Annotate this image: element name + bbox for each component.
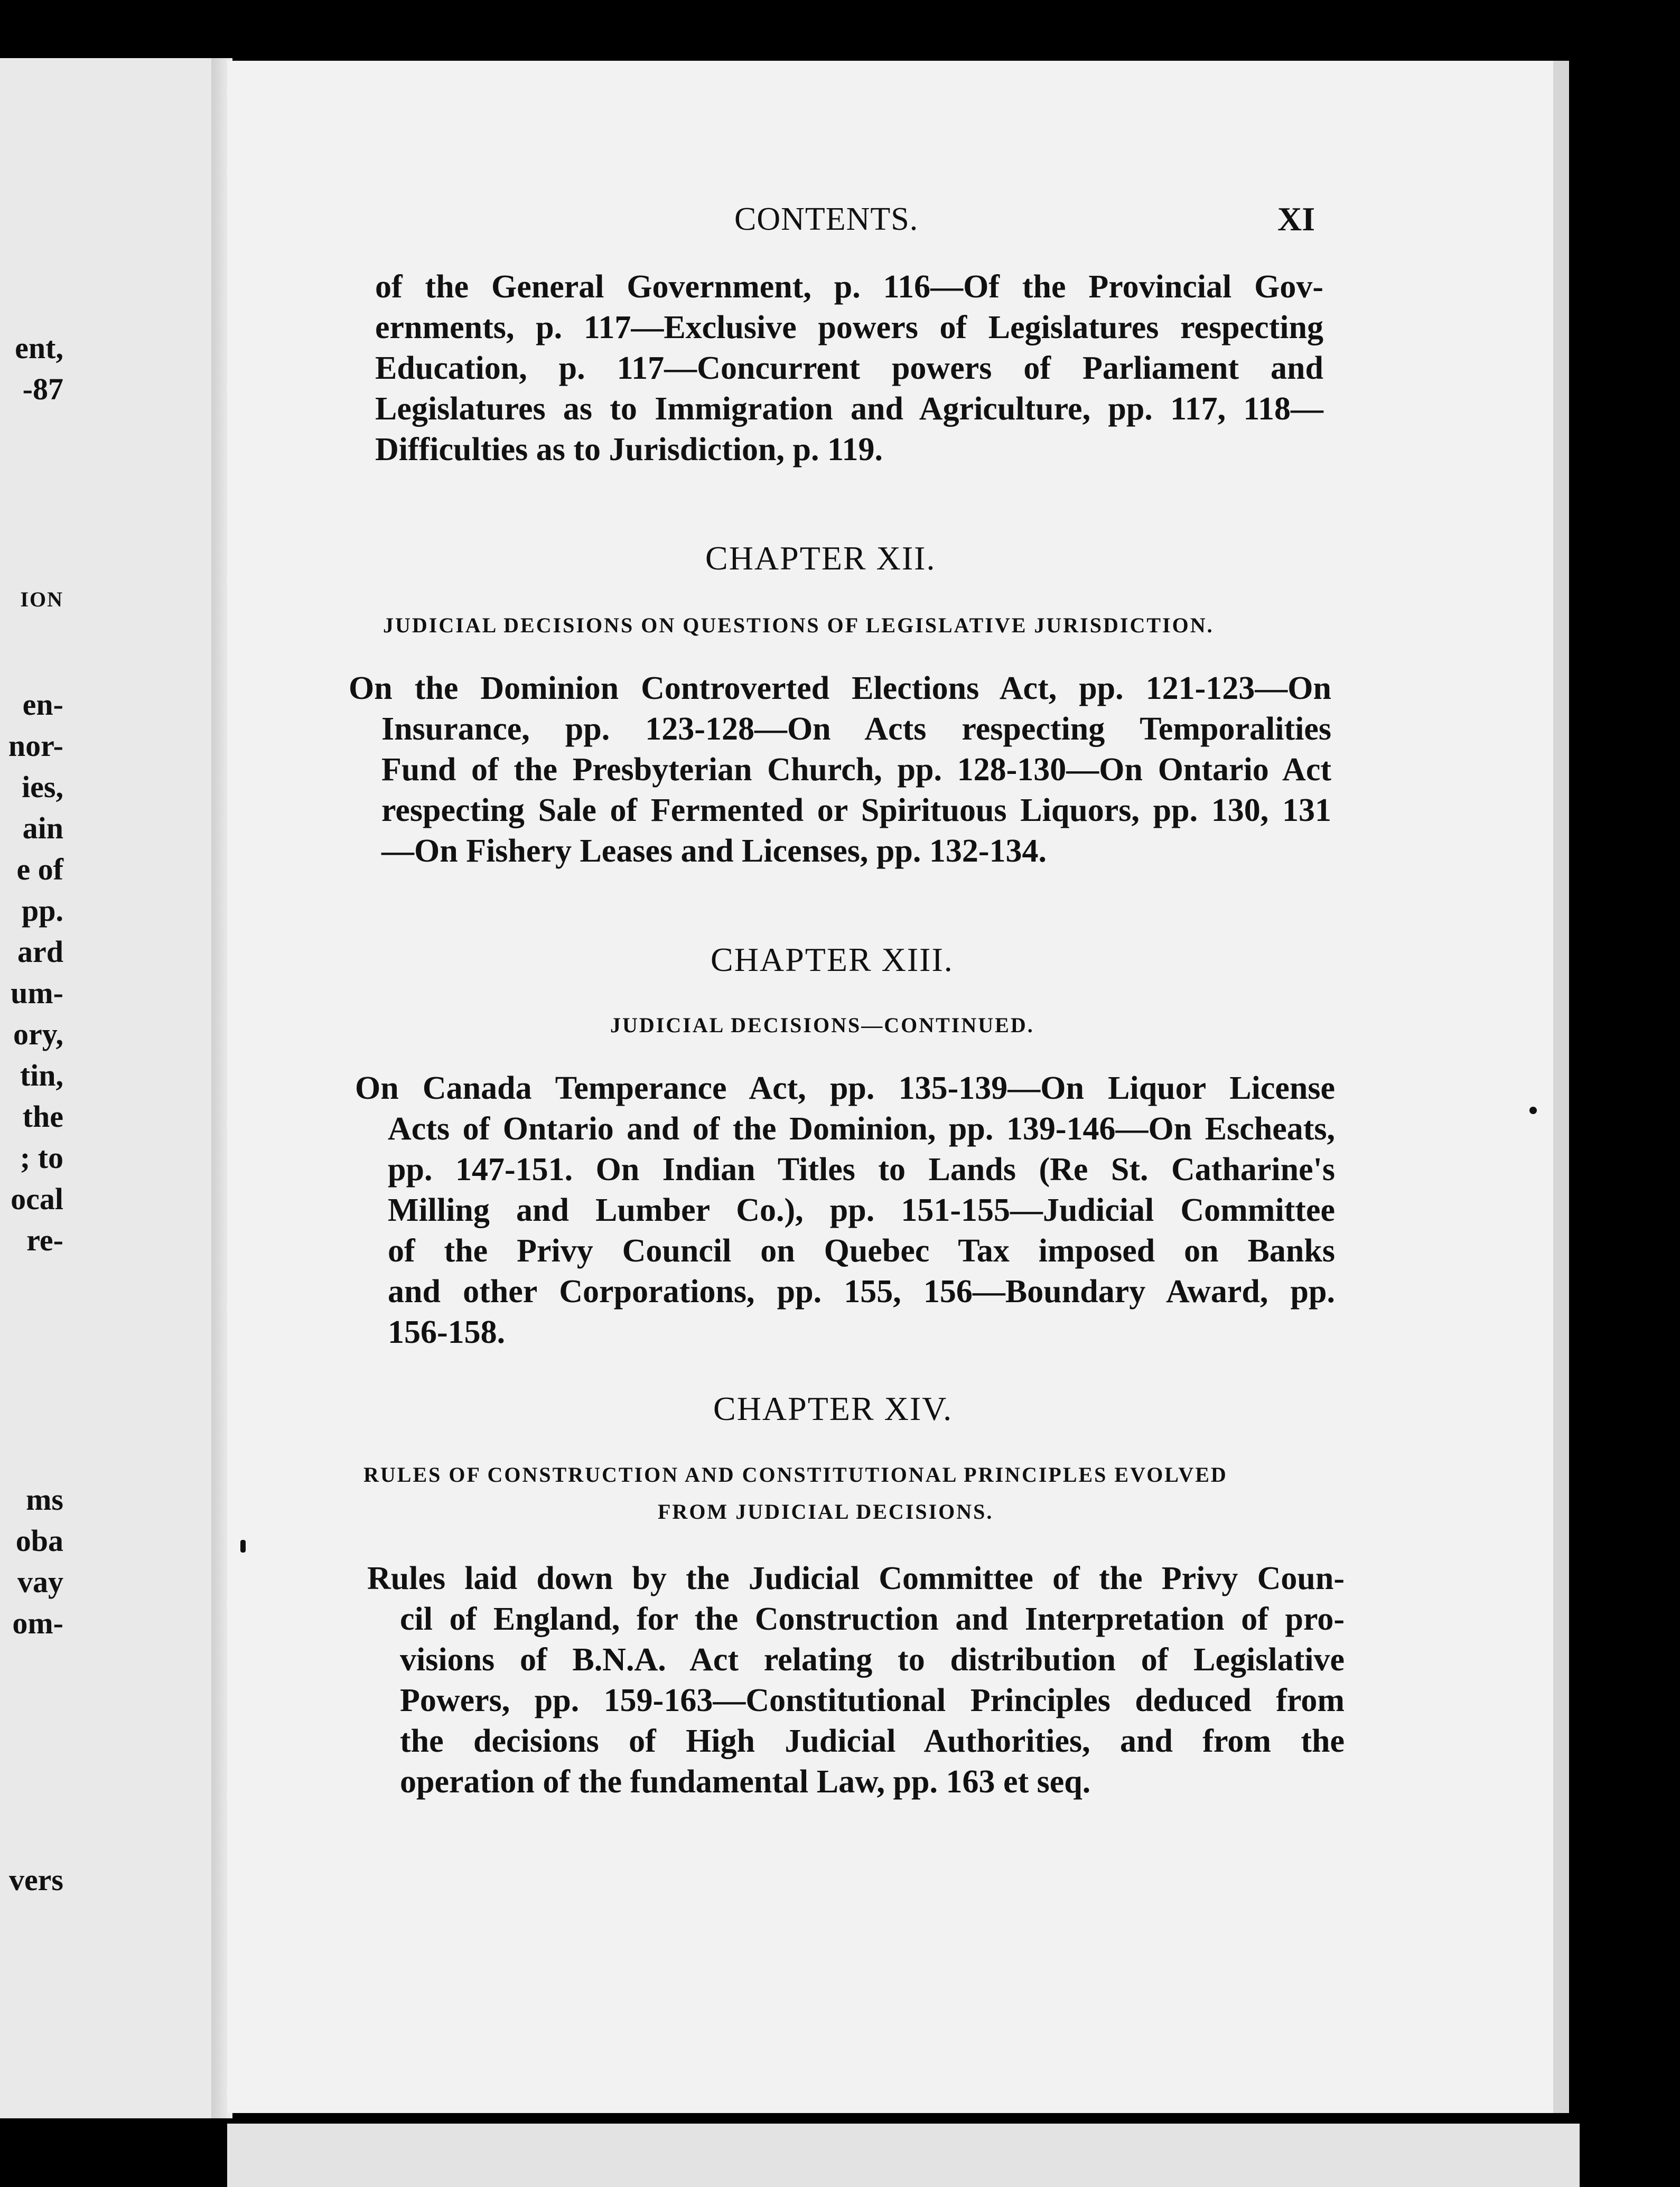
left-fragment: ain xyxy=(22,811,63,845)
text-line: Fund of the Presbyterian Church, pp. 128-130—On Ontario Act xyxy=(381,752,1331,788)
text-line: respecting Sale of Fermented or Spirituous Liquors, pp. 130, 131 xyxy=(381,792,1331,828)
left-fragment: ard xyxy=(17,934,63,969)
left-fragment: tin, xyxy=(20,1058,63,1092)
running-head: CONTENTS. xyxy=(734,201,919,237)
page-edge xyxy=(1553,61,1569,2113)
text-line: Education, p. 117—Concurrent powers of Parliament and xyxy=(375,350,1323,386)
page-number: XI xyxy=(1277,200,1315,238)
text-line: Difficulties as to Jurisdiction, p. 119. xyxy=(375,432,883,468)
left-fragment: nor- xyxy=(8,728,63,763)
left-fragment: ent, xyxy=(15,331,63,365)
chapter-summary xyxy=(367,1558,1345,1802)
left-fragment: ION xyxy=(20,587,63,611)
left-fragment: -87 xyxy=(22,372,63,406)
chapter-heading: CHAPTER XIV. xyxy=(713,1390,953,1427)
left-fragment: the xyxy=(22,1099,63,1134)
text-line: the decisions of High Judicial Authorities, and from the xyxy=(400,1723,1345,1759)
text-line: Acts of Ontario and of the Dominion, pp. 139-146—On Escheats, xyxy=(388,1111,1335,1147)
left-fragment: pp. xyxy=(21,893,63,928)
text-line: visions of B.N.A. Act relating to distribution of Legislative xyxy=(400,1642,1345,1678)
text-line: Rules laid down by the Judicial Committee of the Privy Coun- xyxy=(367,1560,1345,1596)
text-line: On Canada Temperance Act, pp. 135-139—On Liquor License xyxy=(355,1070,1335,1106)
left-fragment: um- xyxy=(11,976,63,1010)
left-fragment: e of xyxy=(16,852,63,886)
left-fragment: re- xyxy=(26,1223,63,1257)
next-page-edge xyxy=(227,2124,1580,2187)
chapter-heading: CHAPTER XIII. xyxy=(711,941,954,978)
text-line: —On Fishery Leases and Licenses, pp. 132-134. xyxy=(381,833,1047,869)
text-line: pp. 147-151. On Indian Titles to Lands (Re St. Catharine's xyxy=(388,1152,1335,1188)
text-line: Insurance, pp. 123-128—On Acts respecting Temporalities xyxy=(381,711,1331,747)
chapter-subtitle: FROM JUDICIAL DECISIONS. xyxy=(658,1500,994,1524)
text-line: Milling and Lumber Co.), pp. 151-155—Judicial Committee xyxy=(388,1192,1335,1228)
scan-speck xyxy=(1529,1107,1537,1114)
text-line: Legislatures as to Immigration and Agriculture, pp. 117, 118— xyxy=(375,391,1323,427)
text-line: Powers, pp. 159-163—Constitutional Principles deduced from xyxy=(400,1683,1345,1718)
left-fragment: ory, xyxy=(13,1017,63,1051)
left-fragment: oba xyxy=(15,1524,63,1558)
left-fragment: om- xyxy=(12,1606,63,1640)
chapter-summary xyxy=(355,1068,1335,1353)
chapter-subtitle: JUDICIAL DECISIONS ON QUESTIONS OF LEGISLATIVE JURISDICTION. xyxy=(383,613,1214,637)
text-line: operation of the fundamental Law, pp. 163 et seq. xyxy=(400,1764,1091,1800)
left-fragment: ocal xyxy=(11,1182,63,1216)
chapter-heading: CHAPTER XII. xyxy=(705,539,936,577)
text-line: of the Privy Council on Quebec Tax imposed on Banks xyxy=(388,1233,1335,1269)
left-fragment: ies, xyxy=(22,770,63,804)
left-fragment: vers xyxy=(8,1863,63,1897)
left-fragment: ms xyxy=(26,1482,63,1517)
left-fragment: en- xyxy=(22,687,63,722)
left-fragment: ; to xyxy=(20,1141,63,1175)
text-line: 156-158. xyxy=(388,1314,506,1350)
text-line: and other Corporations, pp. 155, 156—Boundary Award, pp. xyxy=(388,1274,1335,1310)
text-line: cil of England, for the Construction and Interpretation of pro- xyxy=(400,1601,1345,1637)
chapter-subtitle: JUDICIAL DECISIONS—CONTINUED. xyxy=(610,1013,1034,1037)
scan-speck xyxy=(240,1540,246,1553)
text-line: On the Dominion Controverted Elections Act, pp. 121-123—On xyxy=(349,670,1331,706)
text-line: of the General Government, p. 116—Of the Provincial Gov- xyxy=(375,269,1323,305)
left-fragment: vay xyxy=(17,1565,63,1599)
chapter-summary xyxy=(349,668,1331,872)
continuation-paragraph xyxy=(375,267,1323,470)
left-facing-page xyxy=(0,58,227,2118)
text-line: ernments, p. 117—Exclusive powers of Legislatures respecting xyxy=(375,310,1323,345)
chapter-subtitle: RULES OF CONSTRUCTION AND CONSTITUTIONAL PRINCIPLES EVOLVED xyxy=(363,1463,1228,1487)
